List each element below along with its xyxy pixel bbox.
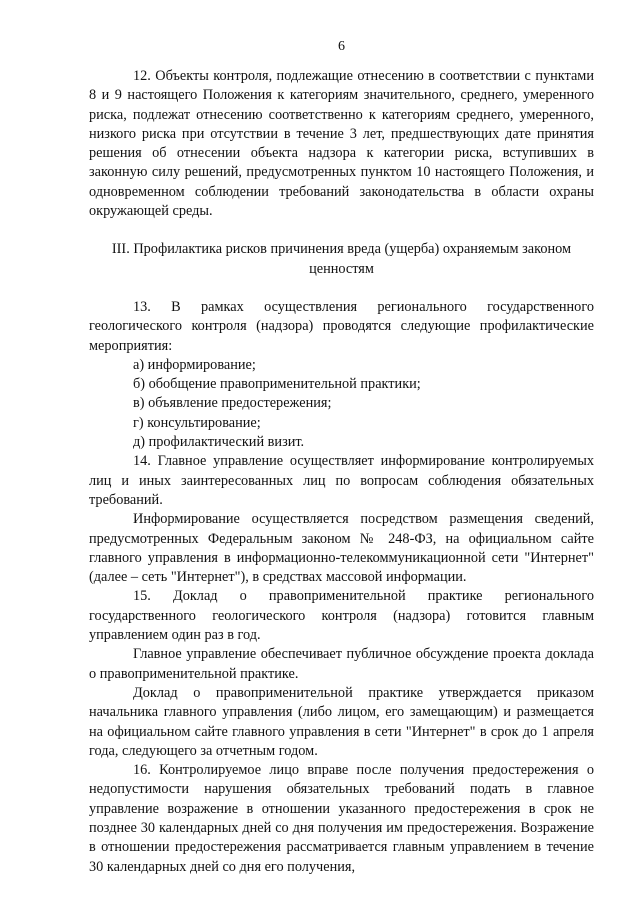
paragraph-14-informing: Информирование осуществляется посредством размещения сведений, предусмотренных Федеральным законом № 248-ФЗ, на официальном сайте главного управления в информационно-телекоммуникационной сети "Интернет" (далее – сеть "Интернет"), в средствах массовой информации. xyxy=(89,511,594,586)
paragraph-14: 14. Главное управление осуществляет информирование контролируемых лиц и иных заинтересованных лиц по вопросам соблюдения обязательных требований. xyxy=(89,453,594,508)
paragraph-12: 12. Объекты контроля, подлежащие отнесению в соответствии с пунктами 8 и 9 настоящего Положения к категориям значительного, среднего, умеренного риска, подлежат отнесению соответственно к категориям среднего, умеренного, низкого риска при отсутствии в течение 3 лет, предшествующих дате принятия решения об отнесении объекта надзора к категории риска, вступивших в законную силу решений, предусмотренных пунктом 10 настоящего Положения, и одновременном соблюдении требований законодательства в области охраны окружающей среды. xyxy=(89,68,594,220)
list-item: б) обобщение правоприменительной практики; xyxy=(133,376,421,393)
document-body xyxy=(89,67,594,877)
list-item: в) объявление предостережения; xyxy=(133,395,332,412)
paragraph-15-approval: Доклад о правоприменительной практике утверждается приказом начальника главного управления (либо лицом, его замещающим) и размещается на официальном сайте главного управления в сети "Интернет" в срок до 1 апреля года, следующего за отчетным годом. xyxy=(89,684,594,759)
paragraph-16: 16. Контролируемое лицо вправе после получения предостережения о недопустимости нарушения обязательных требований подать в главное управление возражение в отношении указанного предостережения в срок не позднее 30 календарных дней со дня получения им предостережения. Возражение в отношении предостережения рассматривается главным управлением в течение 30 календарных дней со дня его получения, xyxy=(89,762,594,875)
list-item: г) консультирование; xyxy=(133,414,261,431)
document-page xyxy=(89,0,594,905)
paragraph-15: 15. Доклад о правоприменительной практике регионального государственного геологического контроля (надзора) готовится главным управлением один раз в год. xyxy=(89,588,594,644)
paragraph-13: 13. В рамках осуществления регионального государственного геологического контроля (надзора) проводятся следующие профилактические мероприятия: xyxy=(89,298,594,354)
list-item: д) профилактический визит. xyxy=(133,434,305,451)
section-heading: III. Профилактика рисков причинения вреда (ущерба) охраняемым законом ценностям xyxy=(111,241,572,277)
page-number: 6 xyxy=(338,39,345,54)
list-item: а) информирование; xyxy=(133,356,256,373)
paragraph-15-discussion: Главное управление обеспечивает публичное обсуждение проекта доклада о правоприменительной практике. xyxy=(89,646,594,682)
